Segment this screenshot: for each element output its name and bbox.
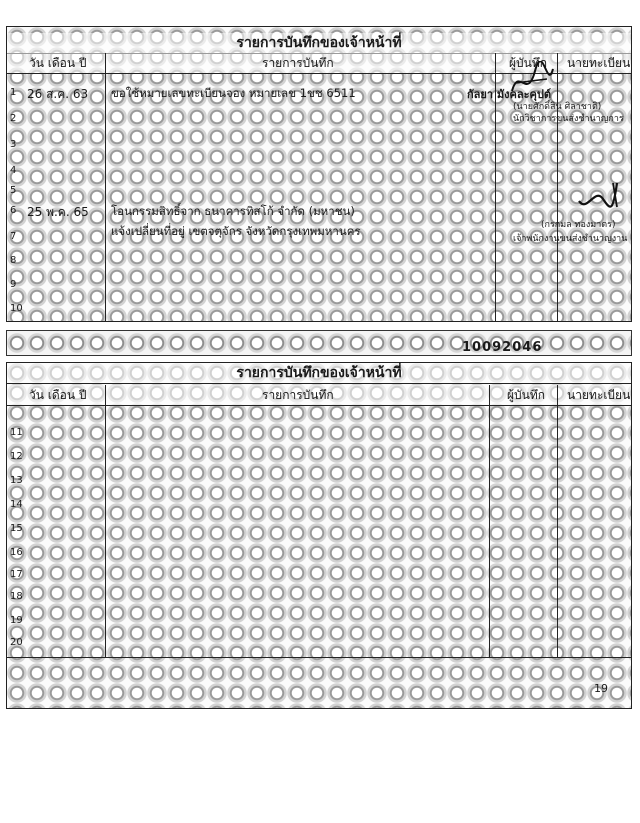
row-number: 18 [10,591,23,602]
document-number: 10092046 [462,340,543,355]
header-recorder: ผู้บันทึก [507,388,546,402]
registrar-note: นักวิชาการขนส่งชำนาญการ [513,114,624,124]
column-divider [557,385,558,658]
row-number: 17 [10,569,23,580]
column-divider [557,53,558,321]
column-divider [105,385,106,658]
registrar-note: เจ้าพนักงานขนส่งชำนาญงาน [513,234,628,244]
row-number: 20 [10,637,23,648]
row-number: 4 [10,165,17,176]
row-number: 5 [10,185,17,196]
column-divider [105,53,106,321]
entry-text: แจ้งเปลี่ยนที่อยู่ เขตจตุจักร จังหวัดกรุงเทพมหานคร [111,224,361,238]
entry-text: โอนกรรมสิทธิ์จาก ธนาคารทิสโก้ จำกัด (มหาชน) [111,204,355,218]
entry-date: 25 พ.ค. 65 [27,205,89,219]
entry-date: 26 ส.ค. 63 [27,87,89,101]
section-1-title: รายการบันทึกของเจ้าหน้าที่ [7,33,631,54]
signature-recorder [507,61,557,101]
row-number: 19 [10,615,23,626]
row-number: 6 [10,205,17,216]
header-recorder: ผู้บันทึก [509,56,548,70]
row-number: 13 [10,475,23,486]
registrar-note: (กรกมล ทองมาตร) [541,220,616,230]
table-bottom-line [7,657,631,658]
row-number: 1 [10,87,17,98]
header-date: วัน เดือน ปี [29,56,87,70]
row-number: 2 [10,113,17,124]
section-2-header-row [7,385,631,406]
row-number: 7 [10,231,17,242]
row-number: 11 [10,427,23,438]
section-2-title: รายการบันทึกของเจ้าหน้าที่ [7,363,631,384]
header-registrar: นายทะเบียน [567,388,631,402]
row-number: 10 [10,303,23,314]
row-number: 16 [10,547,23,558]
row-number: 15 [10,523,23,534]
registrar-note: (นายศักดิ์สิน ศิลาชาติ) [513,102,602,112]
row-number: 12 [10,451,23,462]
row-number: 9 [10,279,17,290]
header-registrar: นายทะเบียน [567,56,631,70]
entry-text: ขอใช้หมายเลขทะเบียนจอง หมายเลข 1ขช 6511 [111,86,356,100]
signature-registrar [573,177,623,217]
row-number: 3 [10,139,17,150]
header-entry: รายการบันทึก [262,388,334,402]
record-section-2 [6,362,632,709]
recorder-name: กัลยา มังคละคุปต์ [467,88,551,101]
column-divider [489,385,490,658]
header-date: วัน เดือน ปี [29,388,87,402]
row-number: 14 [10,499,23,510]
row-number: 8 [10,255,17,266]
header-entry: รายการบันทึก [262,56,334,70]
record-section-1 [6,26,632,322]
page-number-bottom: 19 [594,682,608,695]
